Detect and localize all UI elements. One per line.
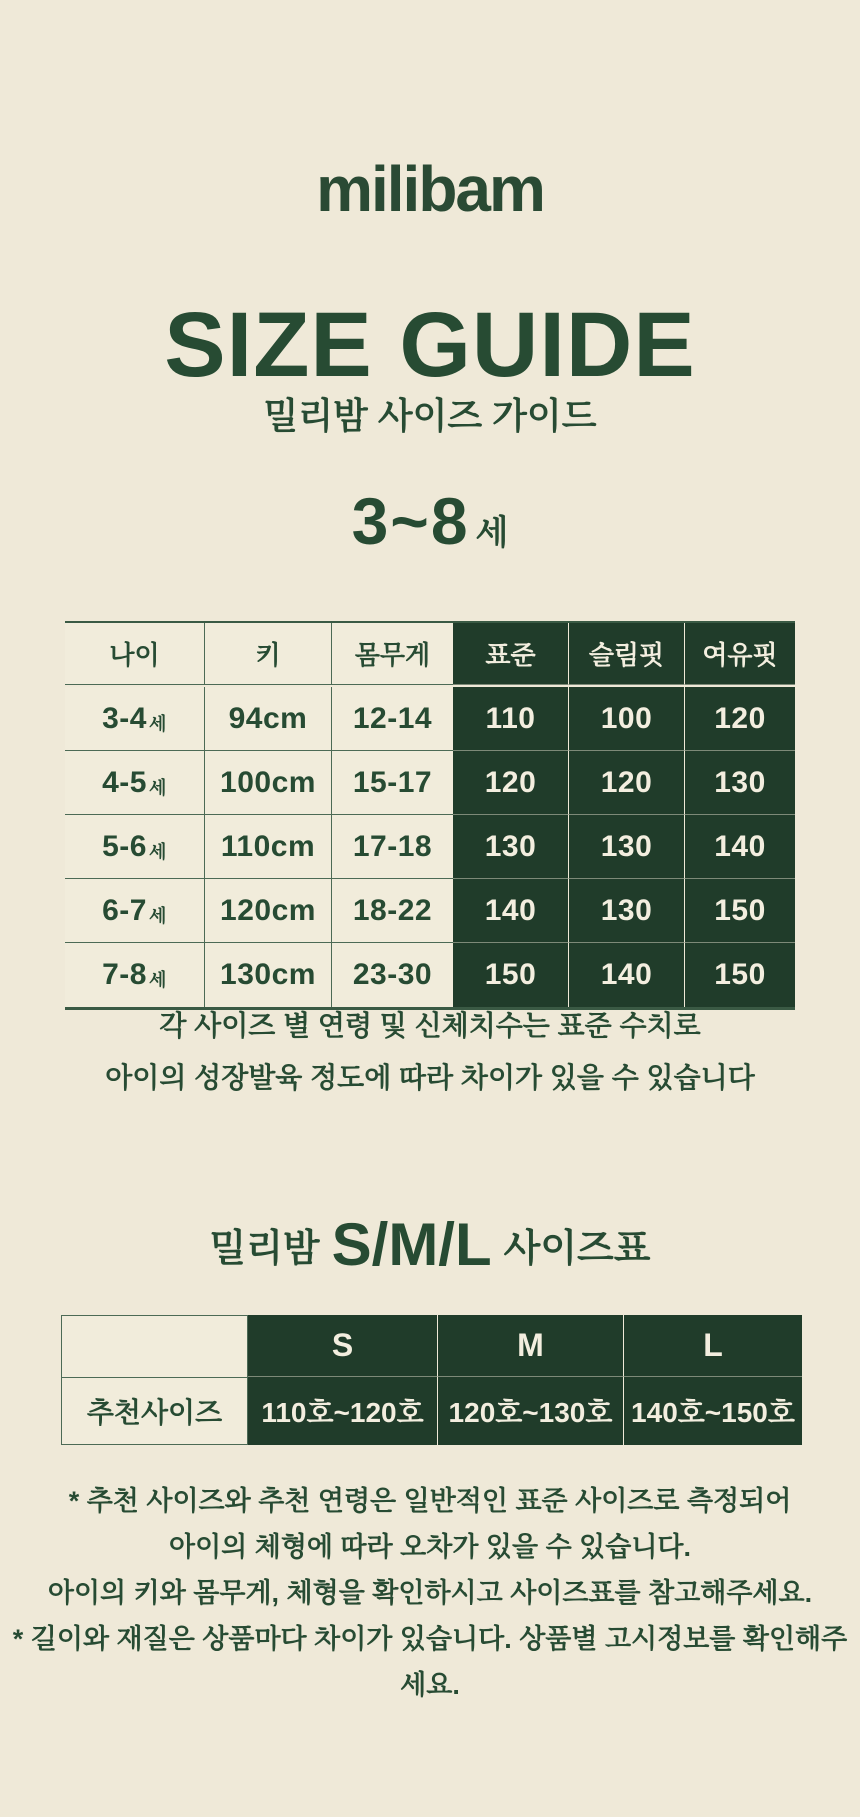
age-unit: 세 bbox=[148, 970, 167, 990]
age-range-number: 3~8 bbox=[351, 484, 470, 558]
size-table-header-standard: 표준 bbox=[453, 623, 569, 685]
brand-logo: milibam bbox=[316, 153, 544, 225]
sml-table-row-label: 추천사이즈 bbox=[61, 1377, 248, 1445]
table-row-cell-loosefit: 140 bbox=[685, 815, 795, 879]
page-subtitle: 밀리밤 사이즈 가이드 bbox=[263, 395, 597, 436]
sml-title-em: S/M/L bbox=[331, 1211, 492, 1278]
note-line-2: 아이의 성장발육 정도에 따라 차이가 있을 수 있습니다 bbox=[105, 1062, 755, 1093]
table-row-cell-height: 130cm bbox=[205, 943, 332, 1007]
footer-note-line-4: * 길이와 재질은 상품마다 차이가 있습니다. 상품별 고시정보를 확인해주세요. bbox=[12, 1624, 848, 1700]
table-row-cell-loosefit: 150 bbox=[685, 879, 795, 943]
age-value: 3-4 bbox=[102, 701, 147, 735]
size-table-header-weight: 몸무게 bbox=[332, 623, 453, 685]
sml-table-header-m: M bbox=[438, 1315, 624, 1377]
sml-table-value-m: 120호~130호 bbox=[438, 1377, 624, 1445]
sml-table-header-l: L bbox=[624, 1315, 802, 1377]
table-row-cell-age bbox=[65, 815, 205, 879]
table-row-cell-standard: 150 bbox=[453, 943, 569, 1007]
table-row-cell-age bbox=[65, 687, 205, 751]
table-row-cell-height: 120cm bbox=[205, 879, 332, 943]
age-unit: 세 bbox=[148, 841, 167, 862]
age-value: 5-6 bbox=[102, 829, 147, 863]
size-table bbox=[65, 621, 795, 1010]
table-row-cell-weight: 18-22 bbox=[332, 879, 453, 943]
age-unit: 세 bbox=[148, 905, 167, 926]
table-row-cell-slimfit: 130 bbox=[569, 879, 685, 943]
table-row-cell-standard: 110 bbox=[453, 687, 569, 751]
footer-notes bbox=[0, 1478, 860, 1708]
age-value: 6-7 bbox=[102, 893, 147, 927]
table-row-cell-weight: 23-30 bbox=[332, 943, 453, 1007]
size-table-note bbox=[0, 1000, 860, 1104]
table-row-cell-weight: 15-17 bbox=[332, 751, 453, 815]
table-row-cell-standard: 140 bbox=[453, 879, 569, 943]
table-row-cell-slimfit: 130 bbox=[569, 815, 685, 879]
footer-note-line-3: 아이의 키와 몸무게, 체형을 확인하시고 사이즈표를 참고해주세요. bbox=[47, 1578, 813, 1608]
sml-table-value-s: 110호~120호 bbox=[248, 1377, 438, 1445]
footer-note-line-1: * 추천 사이즈와 추천 연령은 일반적인 표준 사이즈로 측정되어 bbox=[68, 1486, 792, 1516]
sml-table-corner-cell bbox=[61, 1315, 248, 1377]
table-row-cell-height: 94cm bbox=[205, 687, 332, 751]
table-row-cell-age bbox=[65, 879, 205, 943]
table-row-cell-age bbox=[65, 751, 205, 815]
age-value: 4-5 bbox=[102, 765, 147, 799]
age-unit: 세 bbox=[148, 713, 167, 734]
table-row-cell-height: 110cm bbox=[205, 815, 332, 879]
sml-table-value-l: 140호~150호 bbox=[624, 1377, 802, 1445]
sml-title-suffix: 사이즈표 bbox=[503, 1228, 651, 1270]
age-value: 7-8 bbox=[102, 958, 147, 991]
age-range-heading bbox=[0, 483, 860, 559]
table-row-cell-weight: 17-18 bbox=[332, 815, 453, 879]
sml-title-prefix: 밀리밤 bbox=[209, 1228, 320, 1270]
footer-note-line-2: 아이의 체형에 따라 오차가 있을 수 있습니다. bbox=[169, 1532, 691, 1562]
sml-section-title bbox=[0, 1210, 860, 1279]
note-line-1: 각 사이즈 별 연령 및 신체치수는 표준 수치로 bbox=[159, 1010, 701, 1041]
page-title: SIZE GUIDE bbox=[164, 294, 696, 396]
table-row-cell-weight: 12-14 bbox=[332, 687, 453, 751]
age-range-unit: 세 bbox=[475, 514, 509, 552]
table-row-cell-loosefit: 120 bbox=[685, 687, 795, 751]
table-row-cell-slimfit: 100 bbox=[569, 687, 685, 751]
table-row-cell-loosefit: 150 bbox=[685, 943, 795, 1007]
size-table-header-height: 키 bbox=[205, 623, 332, 685]
age-unit: 세 bbox=[148, 777, 167, 798]
table-row-cell-age bbox=[65, 943, 205, 1007]
size-table-header-slimfit: 슬림핏 bbox=[569, 623, 685, 685]
size-table-header-loosefit: 여유핏 bbox=[685, 623, 795, 685]
sml-table bbox=[61, 1315, 802, 1445]
table-row-cell-slimfit: 140 bbox=[569, 943, 685, 1007]
sml-table-header-s: S bbox=[248, 1315, 438, 1377]
table-row-cell-loosefit: 130 bbox=[685, 751, 795, 815]
table-row-cell-standard: 130 bbox=[453, 815, 569, 879]
table-row-cell-standard: 120 bbox=[453, 751, 569, 815]
size-table-header-age: 나이 bbox=[65, 623, 205, 685]
table-row-cell-slimfit: 120 bbox=[569, 751, 685, 815]
table-row-cell-height: 100cm bbox=[205, 751, 332, 815]
